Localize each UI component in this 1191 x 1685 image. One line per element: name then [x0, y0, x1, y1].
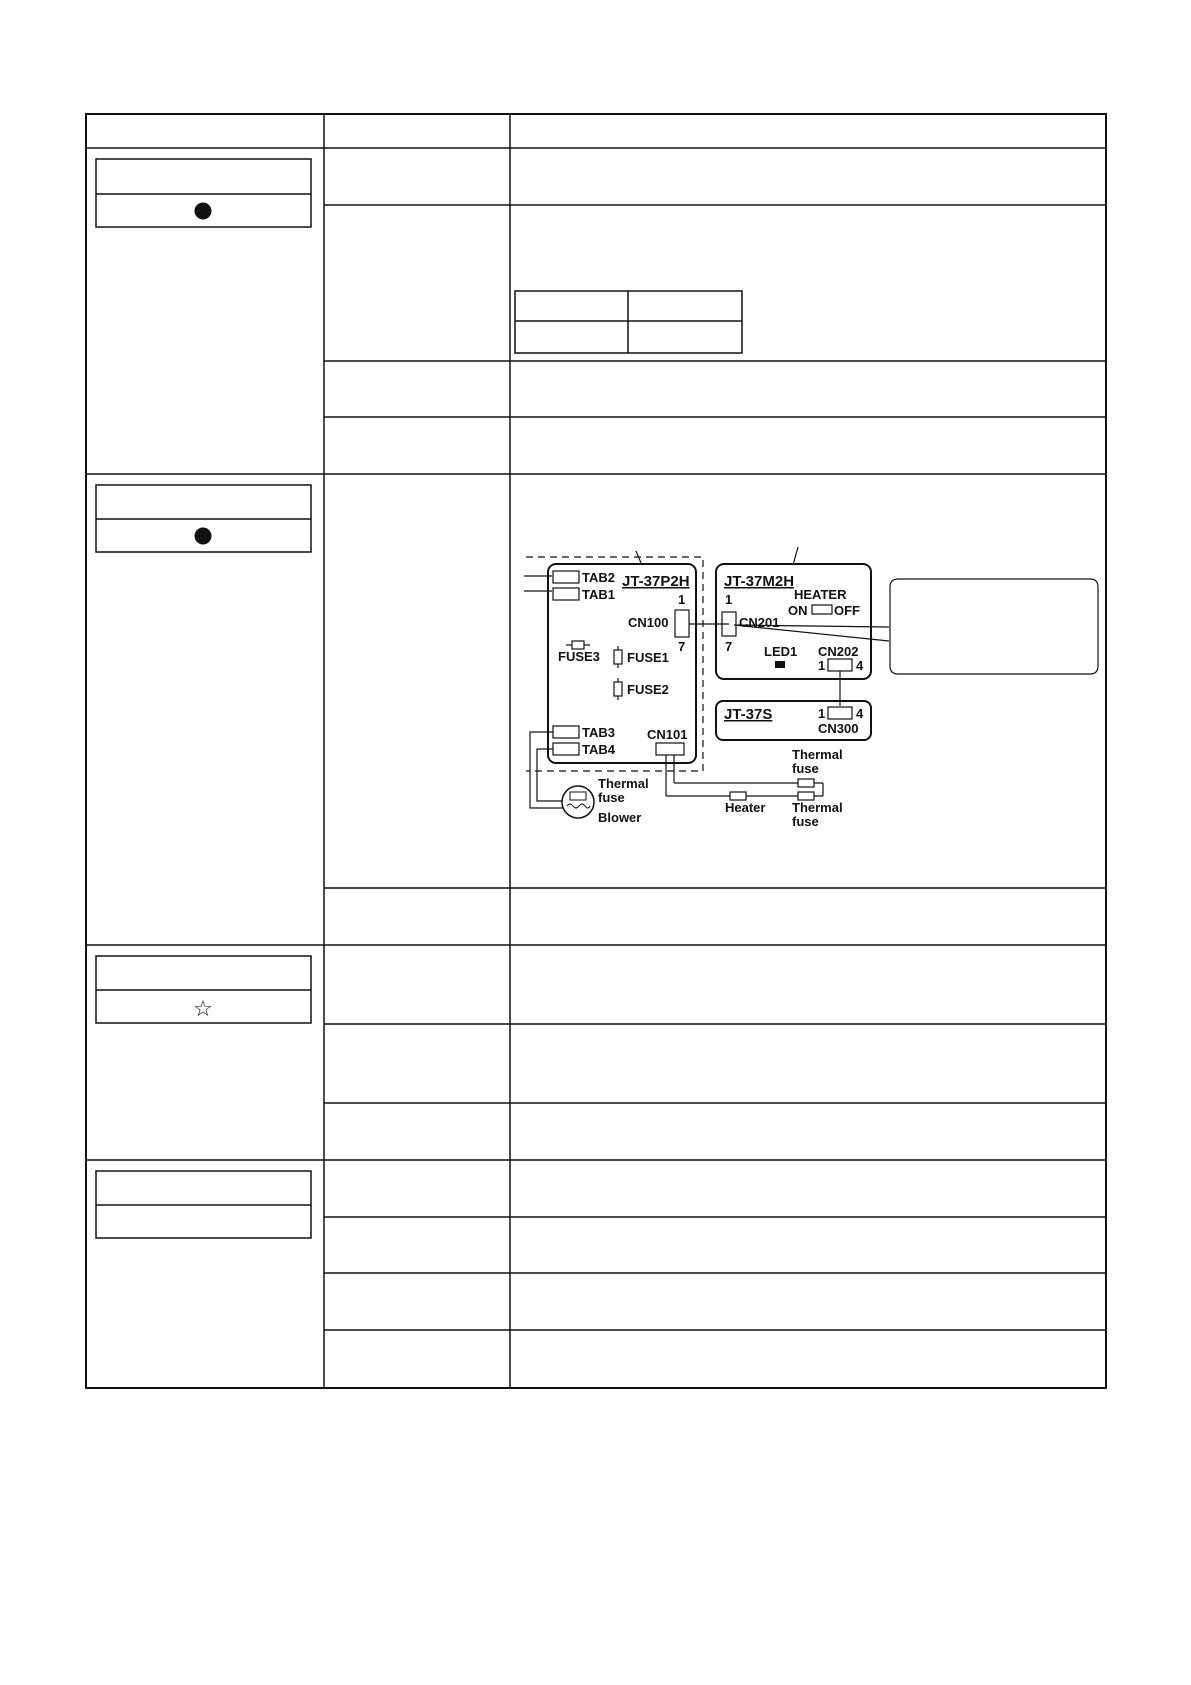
thermal-fuse-2-fuse-label: fuse — [792, 814, 819, 829]
cn100-pin7-label: 7 — [678, 639, 686, 654]
tab3-connector — [553, 726, 579, 738]
heater-label: Heater — [725, 800, 766, 815]
fuse1-label: FUSE1 — [627, 650, 669, 665]
thermal-fuse-2 — [798, 792, 814, 800]
cn300-connector — [828, 707, 852, 719]
cn201-pin1-label: 1 — [725, 592, 733, 607]
fuse3-label: FUSE3 — [558, 649, 600, 664]
tab1-label: TAB1 — [582, 587, 615, 602]
cn202-label: CN202 — [818, 644, 859, 659]
callout-bubble — [734, 579, 1098, 674]
cn100-pin1-label: 1 — [678, 592, 686, 607]
cn100-label: CN100 — [628, 615, 669, 630]
tab3-label: TAB3 — [582, 725, 615, 740]
cn202-pin1-label: 1 — [818, 658, 826, 673]
led1-label: LED1 — [764, 644, 798, 659]
tab4-label: TAB4 — [582, 742, 615, 757]
heater-switch-on-label: ON — [788, 603, 808, 618]
cn300-pin4-label: 4 — [856, 706, 864, 721]
cn201-pin7-label: 7 — [725, 639, 733, 654]
filled-circle-icon — [195, 203, 212, 220]
main-board-title: JT-37M2H — [724, 573, 795, 590]
blower-label: Blower — [598, 810, 642, 825]
blower-fuse-label: fuse — [598, 790, 625, 805]
led1-icon — [775, 661, 785, 668]
cn101-label: CN101 — [647, 727, 688, 742]
thermal-fuse-1-fuse-label: fuse — [792, 761, 819, 776]
tab2-connector — [553, 571, 579, 583]
fuse2-label: FUSE2 — [627, 682, 669, 697]
symbol-box-4 — [96, 1171, 311, 1238]
star-icon: ☆ — [193, 997, 213, 1022]
thermal-fuse-1 — [798, 779, 814, 787]
heater-element — [730, 792, 746, 800]
heater-switch-label: HEATER — [794, 587, 847, 602]
inner-table — [515, 291, 742, 353]
cn202-pin4-label: 4 — [856, 658, 864, 673]
tab2-label: TAB2 — [582, 570, 615, 585]
cn300-label: CN300 — [818, 721, 859, 736]
cn101-connector — [656, 743, 684, 755]
power-board-title: JT-37P2H — [622, 573, 690, 590]
cn100-connector — [675, 610, 689, 637]
heater-switch — [812, 605, 832, 614]
tab4-connector — [553, 743, 579, 755]
tab1-connector — [553, 588, 579, 600]
filled-circle-icon — [195, 528, 212, 545]
thermal-fuse-1-thermal-label: Thermal — [792, 747, 843, 762]
cn201-label: CN201 — [739, 615, 780, 630]
sub-board-title: JT-37S — [724, 706, 773, 723]
cn202-connector — [828, 659, 852, 671]
cn300-pin1-label: 1 — [818, 706, 826, 721]
wiring-diagram — [524, 547, 1098, 829]
heater-switch-off-label: OFF — [834, 603, 860, 618]
thermal-fuse-2-thermal-label: Thermal — [792, 800, 843, 815]
blower-thermal-label: Thermal — [598, 776, 649, 791]
blower-motor-icon — [562, 786, 594, 818]
